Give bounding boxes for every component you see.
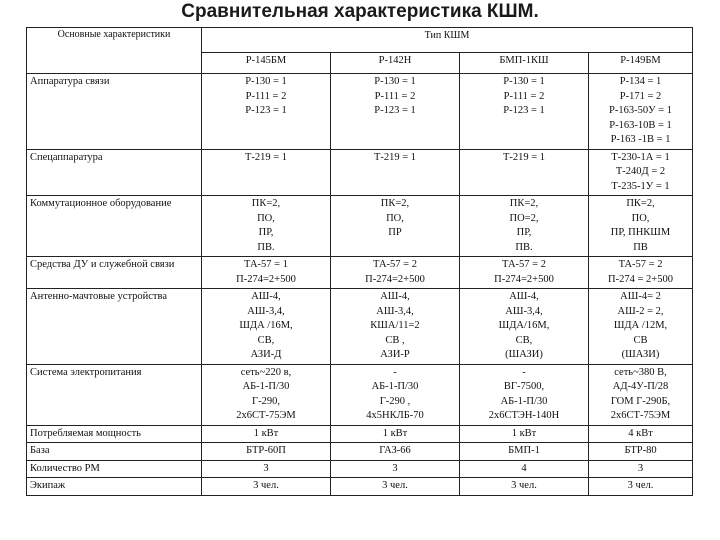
value-line: ШДА /16М,	[239, 320, 293, 331]
value-line: 4 кВт	[628, 427, 653, 439]
value-cell	[202, 289, 331, 365]
value-line: 3 чел.	[253, 480, 279, 491]
value-line: ПР,	[258, 227, 274, 238]
value-line: ПР, ПНКШМ	[610, 227, 671, 238]
value-line: ТА-57 = 2	[373, 259, 417, 270]
value-line: Р-163-50У = 1	[609, 105, 672, 116]
value-line: 3 чел.	[511, 480, 537, 491]
value-line: ТА-57 = 2	[502, 259, 546, 270]
value-line: 2х6СТ-75ЭМ	[610, 410, 671, 421]
value-line: 3	[637, 462, 644, 474]
value-line: -	[393, 366, 397, 378]
value-line: БТР-60П	[246, 445, 286, 456]
value-line: 4	[521, 462, 527, 474]
column-header: Р-145БМ	[202, 53, 331, 74]
value-line: Р-130 = 1	[374, 76, 416, 87]
value-line: Т-230-1А = 1	[611, 151, 670, 163]
value-line: АШ-3,4,	[247, 305, 285, 317]
value-cell	[202, 443, 331, 461]
value-line: АШ-2 = 2,	[617, 305, 664, 317]
value-line: АД-4У-П/28	[612, 381, 669, 392]
value-cell	[202, 478, 331, 496]
value-cell	[589, 289, 693, 365]
value-line: Р-130 = 1	[245, 76, 287, 87]
value-cell	[460, 149, 589, 196]
value-line: ПВ.	[257, 241, 275, 253]
value-line: 1 кВт	[382, 427, 408, 439]
table-row	[27, 289, 693, 365]
value-line: 3	[392, 462, 398, 474]
value-cell	[589, 478, 693, 496]
value-cell	[331, 149, 460, 196]
value-cell	[331, 196, 460, 257]
value-cell	[589, 196, 693, 257]
value-cell	[460, 460, 589, 478]
row-parameter: Коммутационное оборудование	[27, 196, 202, 257]
row-parameter: База	[27, 443, 202, 461]
value-cell	[460, 364, 589, 425]
comparison-table	[26, 27, 693, 496]
value-line: ПК=2,	[380, 198, 410, 209]
value-cell	[202, 149, 331, 196]
table-row	[27, 149, 693, 196]
table-body	[27, 74, 693, 496]
value-line: (ШАЗИ)	[505, 349, 543, 360]
value-cell	[331, 257, 460, 289]
value-line: ПР	[388, 227, 402, 238]
value-line: 3 чел.	[382, 480, 408, 491]
value-cell	[589, 443, 693, 461]
value-cell	[589, 74, 693, 150]
value-line: АБ-1-П/30	[242, 381, 290, 392]
column-header: БМП-1КШ	[460, 53, 589, 74]
value-line: АЗИ-Р	[380, 349, 410, 360]
value-line: Р-123 = 1	[503, 105, 545, 116]
value-line: Р-111 = 2	[374, 90, 416, 102]
value-line: ТА-57 = 2	[618, 259, 663, 270]
value-cell	[202, 196, 331, 257]
row-parameter: Аппаратура связи	[27, 74, 202, 150]
row-parameter: Потребляемая мощность	[27, 425, 202, 443]
value-line: ВГ-7500,	[503, 381, 545, 392]
value-cell	[331, 478, 460, 496]
value-line: 3 чел.	[627, 480, 654, 491]
value-cell	[202, 74, 331, 150]
value-cell	[331, 289, 460, 365]
value-line: П-274=2+500	[236, 273, 296, 285]
value-cell	[460, 196, 589, 257]
value-cell	[202, 364, 331, 425]
value-line: СВ ,	[385, 334, 405, 346]
value-line: Р-171 = 2	[619, 90, 662, 102]
value-line: П-274=2+500	[365, 273, 425, 285]
value-line: -	[522, 366, 526, 378]
value-line: Р-111 = 2	[245, 90, 287, 102]
value-line: сеть~220 в,	[240, 366, 292, 378]
value-line: 4х5НКЛБ-70	[366, 410, 424, 421]
value-line: АШ-4,	[509, 291, 539, 302]
value-cell	[331, 460, 460, 478]
value-line: Т-219 = 1	[244, 151, 288, 163]
table-row	[27, 196, 693, 257]
row-parameter: Спецаппаратура	[27, 149, 202, 196]
value-cell	[331, 74, 460, 150]
value-line: АШ-4,	[251, 291, 281, 302]
table-row	[27, 364, 693, 425]
value-line: АШ-4= 2	[620, 291, 661, 302]
value-line: 3	[263, 462, 269, 474]
table-row	[27, 478, 693, 496]
value-line: Т-219 = 1	[502, 151, 546, 163]
value-cell	[460, 443, 589, 461]
value-line: ПР,	[516, 227, 532, 238]
row-parameter: Количество РМ	[27, 460, 202, 478]
value-line: Т-219 = 1	[373, 151, 417, 163]
value-line: СВ	[633, 334, 648, 346]
value-line: Г-290 ,	[379, 395, 411, 407]
value-cell	[331, 443, 460, 461]
value-line: БТР-80	[624, 445, 657, 456]
value-line: Р-130 = 1	[503, 76, 545, 87]
table-row	[27, 257, 693, 289]
value-cell	[460, 289, 589, 365]
value-line: Т-240Д = 2	[615, 166, 666, 177]
value-line: Р-163-10В = 1	[609, 119, 672, 131]
value-line: ШДА /12М,	[613, 320, 668, 331]
value-cell	[460, 478, 589, 496]
value-line: П-274 = 2+500	[608, 273, 673, 285]
value-line: Р-134 = 1	[619, 76, 662, 87]
value-line: АЗИ-Д	[250, 349, 282, 360]
value-line: ПО=2,	[509, 212, 539, 224]
value-cell	[460, 74, 589, 150]
value-line: 1 кВт	[253, 427, 279, 439]
value-line: КША/11=2	[370, 320, 420, 331]
value-cell	[589, 460, 693, 478]
value-line: Г-290,	[252, 395, 280, 407]
header-type-group: Тип КШМ	[202, 28, 693, 53]
column-header: Р-142Н	[331, 53, 460, 74]
value-line: ПО,	[257, 212, 275, 224]
row-parameter: Система электропитания	[27, 364, 202, 425]
value-cell	[589, 425, 693, 443]
value-cell	[331, 425, 460, 443]
table-row	[27, 460, 693, 478]
value-line: 2х6СТ-75ЭМ	[236, 410, 296, 421]
value-line: ГОМ Г-290Б,	[610, 395, 671, 407]
value-line: Р-123 = 1	[245, 105, 287, 116]
value-line: ПО,	[631, 212, 650, 224]
row-parameter: Антенно-мачтовые устройства	[27, 289, 202, 365]
value-line: АШ-4,	[380, 291, 410, 302]
value-line: СВ,	[257, 334, 275, 346]
table-row	[27, 425, 693, 443]
value-line: ГАЗ-66	[379, 445, 411, 456]
value-line: (ШАЗИ)	[621, 349, 660, 360]
value-line: АБ-1-П/30	[371, 381, 419, 392]
value-line: ПО,	[386, 212, 404, 224]
value-cell	[202, 257, 331, 289]
value-cell	[202, 460, 331, 478]
value-cell	[589, 364, 693, 425]
value-line: Т-235-1У = 1	[611, 180, 670, 192]
header-parameter: Основные характеристики	[27, 28, 202, 74]
value-line: ПК=2,	[626, 198, 655, 209]
value-line: ТА-57 = 1	[244, 259, 288, 270]
value-line: ПВ.	[515, 241, 533, 253]
value-line: ШДА/16М,	[498, 320, 550, 331]
value-line: БМП-1	[508, 445, 540, 456]
value-line: ПК=2,	[509, 198, 539, 209]
value-cell	[331, 364, 460, 425]
value-line: АШ-3,4,	[376, 305, 414, 317]
value-cell	[589, 149, 693, 196]
page-title: Сравнительная характеристика КШМ.	[181, 1, 539, 22]
value-line: сеть~380 В,	[614, 366, 667, 378]
value-line: Р-163 -1В = 1	[610, 134, 671, 145]
column-header: Р-149БМ	[589, 53, 693, 74]
value-line: 1 кВт	[511, 427, 537, 439]
row-parameter: Средства ДУ и служебной связи	[27, 257, 202, 289]
value-cell	[202, 425, 331, 443]
value-cell	[460, 425, 589, 443]
value-line: Р-111 = 2	[503, 90, 545, 102]
value-line: АШ-3,4,	[505, 305, 543, 317]
table-row	[27, 443, 693, 461]
value-line: ПК=2,	[251, 198, 281, 209]
value-line: ПВ	[633, 241, 648, 253]
value-line: П-274=2+500	[494, 273, 554, 285]
value-line: 2х6СТЭН-140Н	[488, 410, 560, 421]
table-row	[27, 74, 693, 150]
value-cell	[589, 257, 693, 289]
header-row-group	[27, 28, 693, 53]
value-line: АБ-1-П/30	[500, 395, 548, 407]
value-line: СВ,	[515, 334, 533, 346]
row-parameter: Экипаж	[27, 478, 202, 496]
value-cell	[460, 257, 589, 289]
value-line: Р-123 = 1	[374, 105, 416, 116]
